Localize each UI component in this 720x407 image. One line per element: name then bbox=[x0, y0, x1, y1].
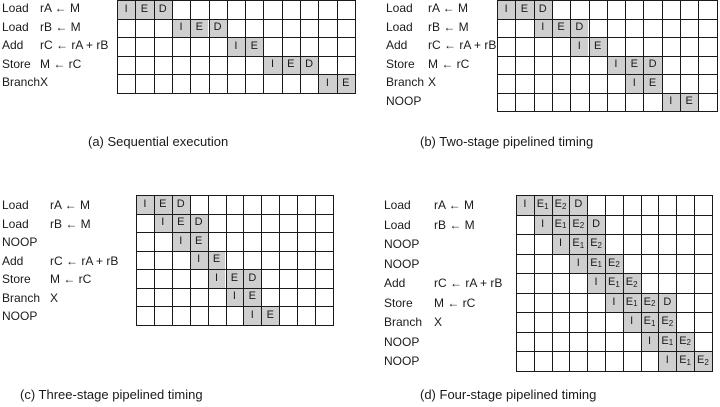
stage-cell: I bbox=[117, 0, 135, 19]
stage-cell: I bbox=[172, 19, 190, 38]
stage-cell: I bbox=[208, 269, 226, 288]
instruction-op: NOOP bbox=[2, 235, 38, 249]
stage-cell: I bbox=[641, 332, 659, 352]
instruction-args: rB ← M bbox=[40, 19, 81, 34]
stage-cell: E $_2$ bbox=[641, 293, 659, 313]
stage-cell: I bbox=[190, 251, 208, 270]
instruction-op: Store bbox=[2, 272, 31, 286]
instruction-op: Branch bbox=[2, 290, 41, 305]
grid-line-vertical bbox=[300, 0, 301, 94]
grid-line-vertical bbox=[587, 195, 588, 372]
stage-cell: E $_2$ bbox=[552, 195, 570, 215]
stage-cell: E $_2$ bbox=[587, 234, 605, 254]
instruction-op: Load bbox=[386, 19, 413, 34]
instruction-args: rC ← rA + rB bbox=[50, 253, 119, 268]
grid-line-vertical bbox=[318, 0, 319, 94]
stage-cell: D bbox=[534, 0, 552, 19]
instruction-op: NOOP bbox=[2, 309, 38, 323]
instruction-args: rB ← M bbox=[434, 217, 475, 232]
stage-cell: E $_1$ bbox=[641, 312, 659, 332]
stage-cell: I bbox=[497, 0, 515, 19]
stage-cell: E $_1$ bbox=[569, 234, 587, 254]
stage-cell: E bbox=[135, 0, 153, 19]
stage-cell: I bbox=[605, 293, 623, 313]
stage-cell: E $_1$ bbox=[587, 254, 605, 274]
stage-cell: I bbox=[154, 214, 172, 233]
instruction-op: NOOP bbox=[384, 237, 420, 251]
instruction-args: rB ← M bbox=[50, 216, 91, 231]
stage-cell: D bbox=[190, 214, 208, 233]
instruction-op: NOOP bbox=[384, 256, 420, 271]
instruction-op: Add bbox=[2, 253, 24, 268]
grid-line-vertical bbox=[623, 195, 624, 372]
stage-cell: E bbox=[552, 19, 570, 38]
instruction-args: X bbox=[434, 315, 443, 329]
stage-cell: I bbox=[569, 254, 587, 274]
grid-line-horizontal bbox=[497, 37, 718, 38]
stage-cell: D bbox=[172, 195, 190, 214]
stage-cell: D bbox=[570, 19, 588, 38]
grid-line-horizontal bbox=[117, 74, 356, 75]
instruction-op: Store bbox=[386, 56, 415, 71]
grid-line-vertical bbox=[658, 195, 659, 372]
grid-line-horizontal bbox=[516, 371, 713, 372]
grid-line-horizontal bbox=[136, 195, 334, 196]
stage-cell: I bbox=[570, 37, 588, 56]
stage-cell: I bbox=[623, 312, 641, 332]
grid-line-horizontal bbox=[516, 254, 713, 255]
stage-cell: E $_2$ bbox=[658, 312, 676, 332]
stage-cell: I bbox=[534, 215, 552, 235]
grid-line-vertical bbox=[154, 0, 155, 94]
instruction-op: Add bbox=[2, 38, 24, 52]
instruction-op: NOOP bbox=[384, 334, 420, 349]
grid-line-horizontal bbox=[136, 232, 334, 233]
instruction-args: X bbox=[40, 75, 49, 89]
instruction-args: X bbox=[50, 290, 59, 305]
instruction-op: Load bbox=[2, 198, 29, 212]
stage-cell: I bbox=[625, 74, 643, 93]
grid-line-vertical bbox=[641, 195, 642, 372]
stage-cell: E $_2$ bbox=[676, 332, 694, 352]
stage-cell: I bbox=[587, 273, 605, 293]
instruction-args: M ← rC bbox=[428, 56, 470, 71]
instruction-args: rC ← rA + rB bbox=[40, 38, 109, 52]
instruction-op: Load bbox=[2, 216, 29, 231]
stage-cell: I bbox=[516, 195, 534, 215]
grid-line-vertical bbox=[534, 195, 535, 372]
instruction-args: rA ← M bbox=[50, 198, 91, 212]
grid-line-horizontal bbox=[516, 351, 713, 352]
stage-cell: E bbox=[190, 232, 208, 251]
stage-cell: D bbox=[300, 56, 318, 75]
stage-cell: E $_2$ bbox=[569, 215, 587, 235]
grid-line-vertical bbox=[135, 0, 136, 94]
stage-cell: E bbox=[680, 93, 698, 112]
stage-cell: E bbox=[589, 37, 607, 56]
stage-cell: E bbox=[643, 74, 661, 93]
instruction-op: Add bbox=[384, 276, 406, 290]
grid-line-horizontal bbox=[516, 332, 713, 333]
grid-line-vertical bbox=[676, 195, 677, 372]
grid-line-horizontal bbox=[497, 56, 718, 57]
grid-line-horizontal bbox=[117, 93, 356, 94]
instruction-args: rC ← rA + rB bbox=[428, 38, 497, 52]
stage-cell: D bbox=[154, 0, 172, 19]
stage-cell: E $_1$ bbox=[676, 351, 694, 371]
stage-cell: E bbox=[208, 251, 226, 270]
instruction-args: M ← rC bbox=[40, 56, 82, 71]
stage-cell: E bbox=[190, 19, 208, 38]
instruction-op: Load bbox=[2, 1, 29, 15]
stage-cell: E $_2$ bbox=[623, 273, 641, 293]
instruction-op: NOOP bbox=[384, 354, 420, 368]
grid-line-horizontal bbox=[516, 215, 713, 216]
stage-cell: E bbox=[625, 56, 643, 75]
stage-cell: D bbox=[209, 19, 227, 38]
panel-caption: (c) Three-stage pipelined timing bbox=[20, 387, 203, 402]
stage-cell: I bbox=[227, 37, 245, 56]
stage-cell: I bbox=[172, 232, 190, 251]
instruction-args: rA ← M bbox=[434, 198, 475, 212]
stage-cell: E $_2$ bbox=[694, 351, 712, 371]
grid-line-vertical bbox=[694, 195, 695, 372]
grid-line-horizontal bbox=[516, 293, 713, 294]
stage-cell: E bbox=[282, 56, 300, 75]
instruction-op: NOOP bbox=[386, 93, 422, 108]
panel-caption: (b) Two-stage pipelined timing bbox=[420, 134, 594, 149]
instruction-op: Branch bbox=[2, 75, 41, 89]
instruction-args: rB ← M bbox=[428, 19, 469, 34]
instruction-args: X bbox=[428, 75, 437, 89]
instruction-op: Branch bbox=[386, 75, 425, 89]
stage-cell: I bbox=[552, 234, 570, 254]
grid-line-horizontal bbox=[136, 269, 334, 270]
grid-line-vertical bbox=[712, 195, 713, 372]
stage-cell: E bbox=[261, 306, 279, 325]
stage-cell: I bbox=[136, 195, 154, 214]
stage-cell: E bbox=[154, 195, 172, 214]
stage-cell: E $_1$ bbox=[552, 215, 570, 235]
grid-line-horizontal bbox=[497, 93, 718, 94]
grid-line-vertical bbox=[337, 0, 338, 94]
grid-line-vertical bbox=[569, 195, 570, 372]
instruction-op: Load bbox=[2, 19, 29, 34]
instruction-args: rA ← M bbox=[428, 1, 469, 15]
instruction-args: rA ← M bbox=[40, 1, 81, 15]
stage-cell: E $_1$ bbox=[623, 293, 641, 313]
grid-line-horizontal bbox=[516, 273, 713, 274]
grid-line-horizontal bbox=[497, 111, 718, 112]
stage-cell: I bbox=[243, 306, 261, 325]
instruction-op: Load bbox=[386, 1, 413, 15]
grid-line-horizontal bbox=[516, 312, 713, 313]
grid-line-vertical bbox=[605, 195, 606, 372]
grid-line-horizontal bbox=[516, 195, 713, 196]
stage-cell: E bbox=[226, 269, 244, 288]
grid-line-vertical bbox=[245, 0, 246, 94]
grid-line-vertical bbox=[209, 0, 210, 94]
grid-line-horizontal bbox=[117, 19, 356, 20]
grid-line-horizontal bbox=[117, 56, 356, 57]
grid-line-vertical bbox=[172, 0, 173, 94]
panel-caption: (d) Four-stage pipelined timing bbox=[420, 387, 597, 402]
grid-line-horizontal bbox=[516, 234, 713, 235]
grid-line-vertical bbox=[282, 0, 283, 94]
grid-line-horizontal bbox=[136, 251, 334, 252]
grid-line-vertical bbox=[552, 195, 553, 372]
grid-line-vertical bbox=[516, 195, 517, 372]
stage-cell: E $_1$ bbox=[658, 332, 676, 352]
stage-cell: E bbox=[243, 288, 261, 307]
grid-line-horizontal bbox=[136, 306, 334, 307]
stage-cell: I bbox=[607, 56, 625, 75]
grid-line-vertical bbox=[227, 0, 228, 94]
grid-line-horizontal bbox=[497, 74, 718, 75]
panel-caption: (a) Sequential execution bbox=[88, 134, 229, 149]
grid-line-horizontal bbox=[117, 0, 356, 1]
stage-cell: I bbox=[658, 351, 676, 371]
grid-line-vertical bbox=[190, 0, 191, 94]
stage-cell: D bbox=[658, 293, 676, 313]
instruction-op: Load bbox=[384, 217, 411, 232]
instruction-args: M ← rC bbox=[50, 272, 92, 286]
instruction-op: Store bbox=[2, 56, 31, 71]
stage-cell: E bbox=[245, 37, 263, 56]
stage-cell: I bbox=[534, 19, 552, 38]
stage-cell: E $_1$ bbox=[534, 195, 552, 215]
stage-cell: D bbox=[569, 195, 587, 215]
stage-cell: I bbox=[263, 56, 281, 75]
stage-cell: E bbox=[337, 74, 355, 93]
instruction-op: Branch bbox=[384, 315, 423, 329]
stage-cell: E $_2$ bbox=[605, 254, 623, 274]
grid-line-horizontal bbox=[497, 19, 718, 20]
grid-line-horizontal bbox=[136, 325, 334, 326]
stage-cell: D bbox=[643, 56, 661, 75]
grid-line-horizontal bbox=[136, 214, 334, 215]
stage-cell: E bbox=[172, 214, 190, 233]
stage-cell: E $_1$ bbox=[605, 273, 623, 293]
instruction-args: M ← rC bbox=[434, 295, 476, 310]
grid-line-vertical bbox=[263, 0, 264, 94]
instruction-op: Add bbox=[386, 38, 408, 52]
grid-line-vertical bbox=[117, 0, 118, 94]
instruction-op: Load bbox=[384, 198, 411, 212]
instruction-op: Store bbox=[384, 295, 413, 310]
stage-cell: I bbox=[662, 93, 680, 112]
stage-cell: I bbox=[318, 74, 336, 93]
stage-cell: D bbox=[243, 269, 261, 288]
grid-line-vertical bbox=[355, 0, 356, 94]
instruction-args: rC ← rA + rB bbox=[434, 276, 503, 290]
stage-cell: D bbox=[587, 215, 605, 235]
grid-line-horizontal bbox=[136, 288, 334, 289]
grid-line-horizontal bbox=[497, 0, 718, 1]
grid-line-horizontal bbox=[117, 37, 356, 38]
stage-cell: E bbox=[515, 0, 533, 19]
stage-cell: I bbox=[226, 288, 244, 307]
